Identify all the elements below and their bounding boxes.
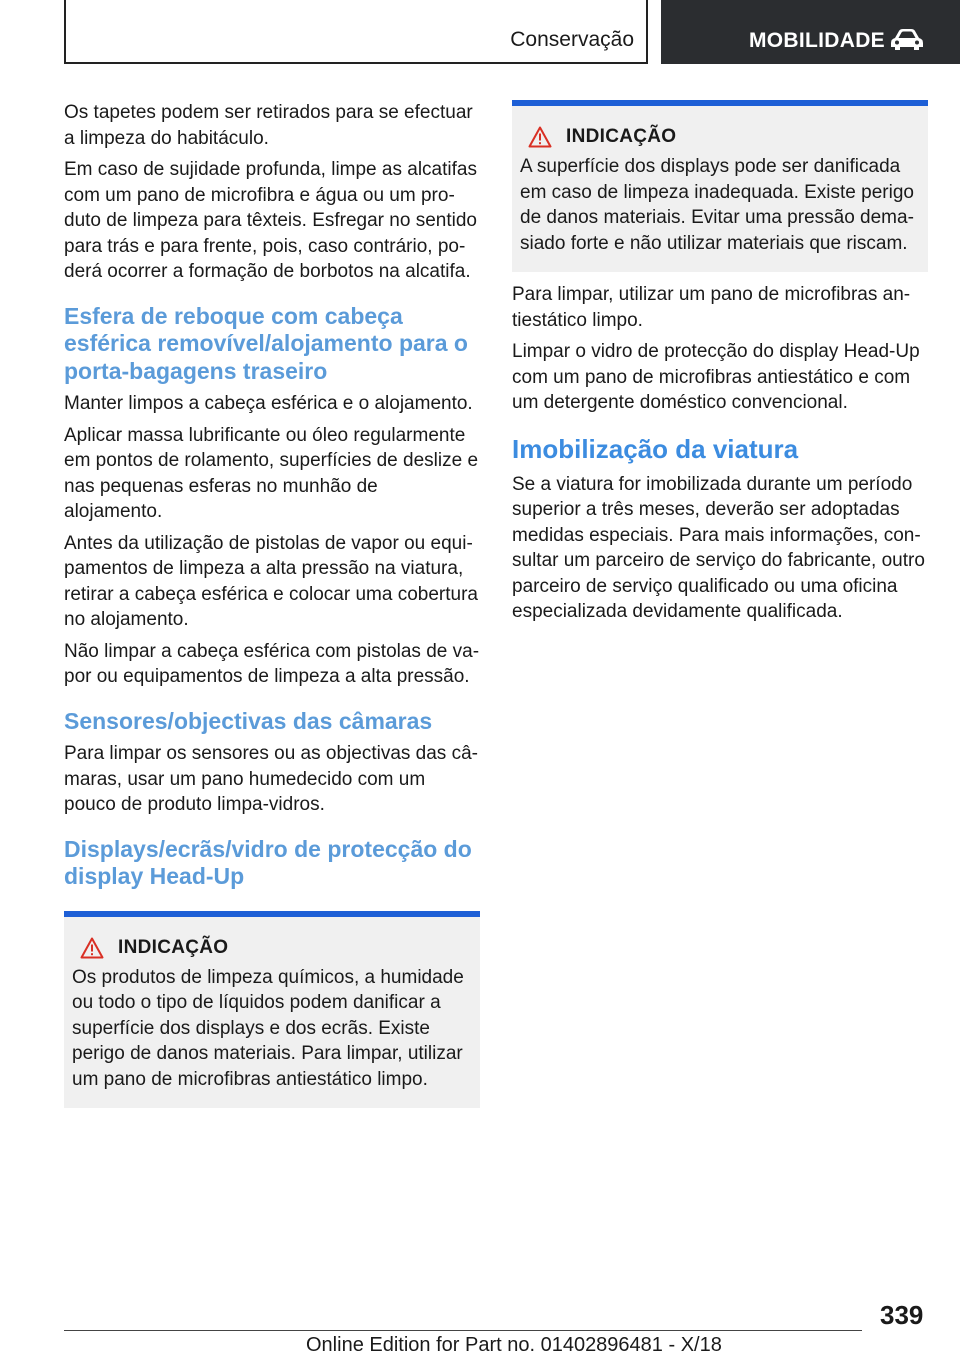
right-column — [512, 100, 928, 631]
note-text: Os produtos de limpeza químicos, a humidade ou todo o tipo de líquidos podem danificar a superfície dos displays e dos ecrãs. Existe perigo de danos materiais. Para limpar, utilizar um pano de microfibras antiestático limpo. — [72, 966, 464, 1090]
footer-divider — [64, 1330, 862, 1331]
paragraph-tow-warning: Não limpar a cabeça esférica com pistolas de vapor ou equipamentos de limpeza a alta pressão. — [64, 640, 480, 687]
note-header — [72, 937, 472, 959]
warning-triangle-icon — [528, 126, 552, 148]
heading-displays: Displays/ecrãs/vidro de protecção do display Head-Up — [64, 835, 472, 889]
left-column — [64, 100, 480, 1118]
warning-triangle-icon — [80, 937, 104, 959]
paragraph-carpet-cleaning: Em caso de sujidade profunda, limpe as alcatifas com um pano de microfibra e água ou um produto de limpeza para têxteis. Esfregar no sentido para trás e para frente, pois, caso contrário, poderá ocorrer a formação de borbotos na alcatifa. — [64, 159, 477, 282]
heading-immobilisation: Imobilização da viatura — [512, 433, 799, 464]
heading-sensors: Sensores/objectivas das câmaras — [64, 707, 433, 734]
page-number: 339 — [880, 1300, 924, 1330]
paragraph-headup: Limpar o vidro de protecção do display Head-Up com um pano de microfibras antiestático e com um detergente doméstico convencional. — [512, 341, 920, 413]
footer-edition: Online Edition for Part no. 01402896481 - X/18 — [306, 1334, 722, 1356]
car-icon — [889, 28, 925, 52]
header-section-title: Conservação — [510, 28, 634, 51]
heading-tow-ball: Esfera de reboque com cabeça esférica removível/alojamento para o porta-bagagens traseiro — [64, 302, 468, 384]
paragraph-sensors: Para limpar os sensores ou as objectivas das câmaras, usar um pano humedecido com um pouco de produto limpa-vidros. — [64, 743, 478, 815]
paragraph-tow-steam: Antes da utilização de pistolas de vapor ou equipamentos de limpeza a alta pressão na viatura, retirar a cabeça esférica e colocar uma cobertura no alojamento. — [64, 532, 478, 630]
note-title: INDICAÇÃO — [118, 936, 229, 958]
note-title: INDICAÇÃO — [566, 126, 677, 147]
paragraph-immobilisation: Se a viatura for imobilizada durante um período superior a três meses, deverão ser adoptadas medidas especiais. Para mais informações, consultar um parceiro de serviço do fabricante, outro parceiro de serviço qualificado ou uma oficina especializada devidamente qualificada. — [512, 473, 925, 622]
paragraph-mats: Os tapetes podem ser retirados para se efectuar a limpeza do habitáculo. — [64, 102, 473, 149]
paragraph-tow-lubricate: Aplicar massa lubrificante ou óleo regularmente em pontos de rolamento, superfícies de deslize e nas pequenas esferas no munhão de alojamento. — [64, 424, 479, 522]
paragraph-tow-clean: Manter limpos a cabeça esférica e o alojamento. — [64, 393, 473, 414]
note-box-chemicals — [64, 911, 480, 1109]
header-chapter-box — [661, 0, 960, 64]
paragraph-cloth: Para limpar, utilizar um pano de microfibras antiestático limpo. — [512, 284, 911, 331]
note-text: A superfície dos displays pode ser danificada em caso de limpeza inadequada. Existe perigo de danos materiais. Evitar uma pressão demasiado forte e não utilizar materiais que riscam. — [520, 156, 914, 254]
note-box-displays — [512, 100, 928, 272]
header-chapter-title: MOBILIDADE — [749, 29, 885, 52]
note-header — [520, 126, 920, 148]
header-section-box — [64, 0, 648, 64]
